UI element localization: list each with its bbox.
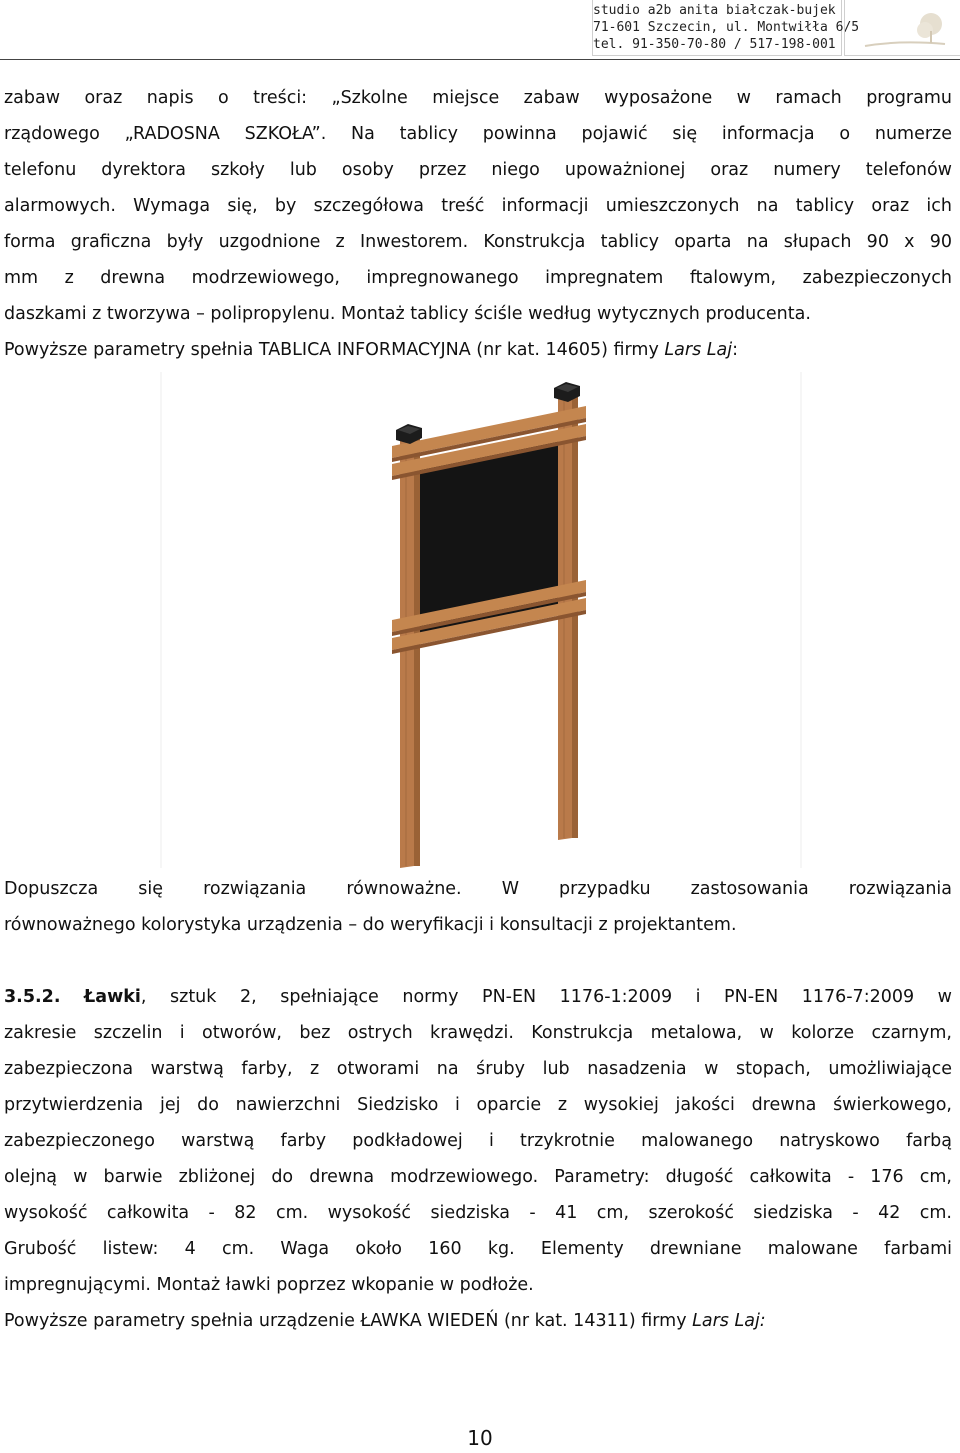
brand-name: Lars Laj xyxy=(664,340,733,360)
header-divider xyxy=(0,59,960,60)
info-board-illustration xyxy=(160,372,802,868)
text-segment: Powyższe parametry spełnia urządzenie ŁAWKA WIEDEŃ (nr kat. 14311) firmy xyxy=(4,1311,693,1331)
text-segment: , sztuk 2, spełniające normy PN-EN 1176-1:2009 i PN-EN 1176-7:2009 w xyxy=(140,987,952,1007)
text-segment: : xyxy=(732,340,738,360)
company-info xyxy=(592,0,860,56)
text-line: alarmowych. Wymaga się, by szczegółowa treść informacji umieszczonych na tablicy oraz ich xyxy=(4,196,952,216)
text-line: równoważnego kolorystyka urządzenia – do weryfikacji i konsultacji z projektantem. xyxy=(4,915,737,935)
text-line: impregnującymi. Montaż ławki poprzez wkopanie w podłoże. xyxy=(4,1275,534,1295)
text-line xyxy=(4,1303,952,1339)
text-line: rządowego „RADOSNA SZKOŁA”. Na tablicy powinna pojawić się informacja o numerze xyxy=(4,124,952,144)
section-name: Ławki xyxy=(84,987,141,1007)
text-line: zakresie szczelin i otworów, bez ostrych krawędzi. Konstrukcja metalowa, w kolorze czarnym, xyxy=(4,1023,952,1043)
text-line: forma graficzna były uzgodnione z Inwestorem. Konstrukcja tablicy oparta na słupach 90 x 90 xyxy=(4,232,952,252)
page-number: 10 xyxy=(467,1426,493,1450)
company-name: studio a2b anita białczak-bujek xyxy=(593,3,836,18)
brand-name: Lars Laj: xyxy=(692,1311,766,1331)
text-line: olejną w barwie zbliżonej do drewna modrzewiowego. Parametry: długość całkowita - 176 cm, xyxy=(4,1167,952,1187)
text-line xyxy=(4,979,952,1015)
text-line xyxy=(4,332,952,368)
info-board-image xyxy=(160,372,802,868)
section-number: 3.5.2. xyxy=(4,987,61,1007)
text-line: wysokość całkowita - 82 cm. wysokość siedziska - 41 cm, szerokość siedziska - 42 cm. xyxy=(4,1203,952,1223)
paragraph-equivalent xyxy=(4,871,952,943)
text-line: zabezpieczonego warstwą farby podkładowej i trzykrotnie malowanego natryskowo farbą xyxy=(4,1131,952,1151)
paragraph-lawki xyxy=(4,979,952,1339)
company-address: 71-601 Szczecin, ul. Montwiłła 6/5 xyxy=(593,20,860,35)
text-line: daszkami z tworzywa – polipropylenu. Montaż tablicy ściśle według wytycznych producenta. xyxy=(4,304,811,324)
tree-logo-icon xyxy=(845,0,959,56)
page-header xyxy=(0,0,960,60)
text-segment: Powyższe parametry spełnia TABLICA INFORMACYJNA (nr kat. 14605) firmy xyxy=(4,340,665,360)
text-line: telefonu dyrektora szkoły lub osoby przez niego upoważnionej oraz numery telefonów xyxy=(4,160,952,180)
text-line: zabezpieczona warstwą farby, z otworami na śruby lub nasadzenia w stopach, umożliwiające xyxy=(4,1059,952,1079)
company-logo xyxy=(844,0,960,56)
company-phone: tel. 91-350-70-80 / 517-198-001 xyxy=(593,37,836,52)
text-line: Dopuszcza się rozwiązania równoważne. W przypadku zastosowania rozwiązania xyxy=(4,879,952,899)
text-line: zabaw oraz napis o treści: „Szkolne miejsce zabaw wyposażone w ramach programu xyxy=(4,88,952,108)
text-line: mm z drewna modrzewiowego, impregnowanego impregnatem ftalowym, zabezpieczonych xyxy=(4,268,952,288)
paragraph-tablica xyxy=(4,80,952,368)
text-line: Grubość listew: 4 cm. Waga około 160 kg. Elementy drewniane malowane farbami xyxy=(4,1239,952,1259)
text-line: przytwierdzenia jej do nawierzchni Siedzisko i oparcie z wysokiej jakości drewna świerkowego, xyxy=(4,1095,952,1115)
